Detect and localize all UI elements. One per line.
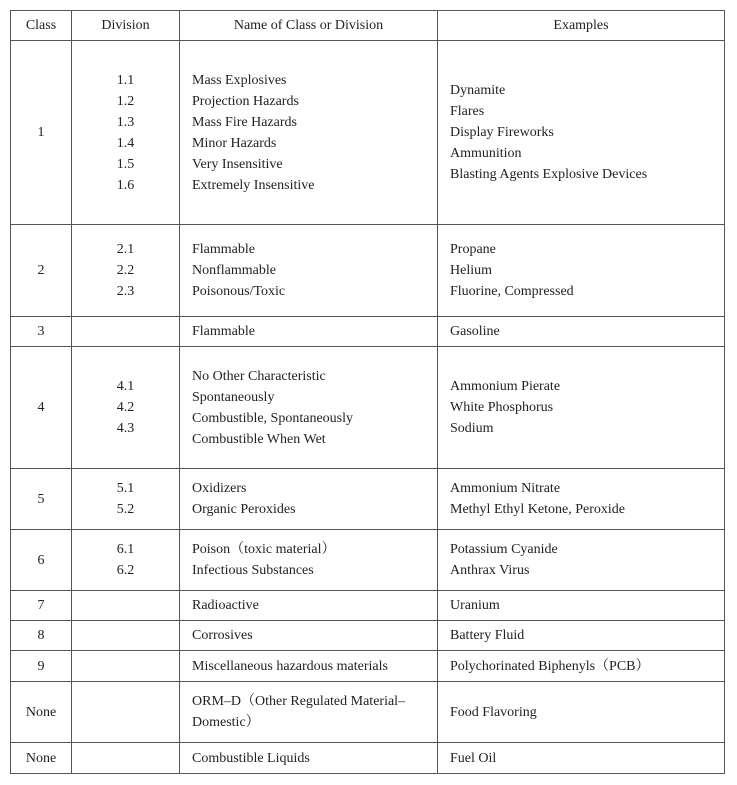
class-cell: 8 xyxy=(11,621,72,651)
division-line: 4.3 xyxy=(116,421,135,436)
class-cell: 9 xyxy=(11,651,72,682)
name-line: Very Insensitive xyxy=(192,156,283,172)
examples-line: Potassium Cyanide xyxy=(450,542,558,557)
division-line: 2.2 xyxy=(116,263,135,278)
name-line: Combustible When Wet xyxy=(192,431,326,447)
name-line: Mass Explosives xyxy=(192,72,287,88)
class-cell: 6 xyxy=(11,530,72,591)
name-cell xyxy=(180,743,438,774)
division-cell xyxy=(72,591,180,621)
examples-line: Dynamite xyxy=(450,83,506,98)
table-row xyxy=(11,682,725,743)
examples-line: Blasting Agents Explosive Devices xyxy=(450,167,648,182)
examples-line: Fluorine, Compressed xyxy=(450,284,574,299)
name-cell xyxy=(180,317,438,347)
examples-line: Propane xyxy=(450,242,496,257)
examples-line: Uranium xyxy=(450,598,500,613)
examples-cell xyxy=(438,621,725,651)
division-cell xyxy=(72,651,180,682)
table-row xyxy=(11,591,725,621)
examples-cell xyxy=(438,651,725,682)
table-row xyxy=(11,225,725,317)
table-row xyxy=(11,621,725,651)
examples-line: Sodium xyxy=(450,421,494,436)
examples-line: Food Flavoring xyxy=(450,704,537,720)
name-line: Radioactive xyxy=(192,598,259,613)
division-line: 2.1 xyxy=(116,242,135,257)
division-line: 1.1 xyxy=(116,72,135,88)
examples-line: Flares xyxy=(450,104,485,119)
name-line: Extremely Insensitive xyxy=(192,177,315,193)
class-cell: 5 xyxy=(11,469,72,530)
name-cell xyxy=(180,621,438,651)
division-line: 5.1 xyxy=(116,481,135,496)
examples-line: Ammonium Nitrate xyxy=(450,481,561,496)
name-cell xyxy=(180,41,438,225)
division-line: 1.3 xyxy=(116,114,135,130)
table-row xyxy=(11,41,725,225)
table-body xyxy=(11,41,725,774)
table-row xyxy=(11,469,725,530)
name-line: Spontaneously xyxy=(192,389,275,405)
examples-cell xyxy=(438,347,725,469)
division-cell xyxy=(72,347,180,469)
examples-line: Methyl Ethyl Ketone, Peroxide xyxy=(450,502,625,517)
division-line: 4.2 xyxy=(116,400,135,415)
division-cell xyxy=(72,317,180,347)
examples-cell xyxy=(438,530,725,591)
examples-cell xyxy=(438,743,725,774)
table-row xyxy=(11,651,725,682)
division-line: 2.3 xyxy=(116,284,135,299)
name-line: Combustible Liquids xyxy=(192,750,310,766)
header-examples: Examples xyxy=(438,11,725,41)
division-cell xyxy=(72,682,180,743)
division-cell xyxy=(72,225,180,317)
division-line: 1.2 xyxy=(116,93,135,109)
division-cell xyxy=(72,743,180,774)
division-line: 1.5 xyxy=(116,156,135,172)
header-class: Class xyxy=(11,11,72,41)
header-row xyxy=(11,11,725,41)
division-cell xyxy=(72,621,180,651)
name-line: Poison（toxic material） xyxy=(192,542,336,557)
name-line: Infectious Substances xyxy=(192,563,314,578)
name-cell xyxy=(180,347,438,469)
name-line: Flammable xyxy=(192,324,255,339)
name-line: Mass Fire Hazards xyxy=(192,114,297,130)
examples-cell xyxy=(438,41,725,225)
name-line: Flammable xyxy=(192,242,255,257)
hazmat-classes-table xyxy=(10,10,725,774)
table-row xyxy=(11,743,725,774)
name-line: Organic Peroxides xyxy=(192,502,296,517)
division-cell xyxy=(72,469,180,530)
table-row xyxy=(11,530,725,591)
name-line: Poisonous/Toxic xyxy=(192,284,286,299)
division-line: 4.1 xyxy=(116,379,135,394)
class-cell: 1 xyxy=(11,41,72,225)
division-line: 6.2 xyxy=(116,563,135,578)
examples-line: Gasoline xyxy=(450,324,500,339)
division-line: 6.1 xyxy=(116,542,135,557)
name-line: Miscellaneous hazardous materials xyxy=(192,658,388,674)
name-line: No Other Characteristic xyxy=(192,368,326,384)
class-cell: None xyxy=(11,682,72,743)
examples-line: Helium xyxy=(450,263,492,278)
name-line: Oxidizers xyxy=(192,481,247,496)
examples-cell xyxy=(438,469,725,530)
table-row xyxy=(11,317,725,347)
name-cell xyxy=(180,651,438,682)
division-line: 1.4 xyxy=(116,135,135,151)
name-line: Projection Hazards xyxy=(192,93,299,109)
name-line: Corrosives xyxy=(192,628,253,643)
class-cell: None xyxy=(11,743,72,774)
examples-line: Ammunition xyxy=(450,146,522,161)
division-cell xyxy=(72,530,180,591)
examples-line: Polychorinated Biphenyls（PCB） xyxy=(450,658,650,674)
division-line: 1.6 xyxy=(116,177,135,193)
examples-line: Display Fireworks xyxy=(450,125,554,140)
name-line: Minor Hazards xyxy=(192,135,277,151)
class-cell: 2 xyxy=(11,225,72,317)
name-line: Domestic） xyxy=(192,715,260,730)
header-division: Division xyxy=(72,11,180,41)
name-cell xyxy=(180,225,438,317)
name-cell xyxy=(180,530,438,591)
name-cell xyxy=(180,469,438,530)
header-name: Name of Class or Division xyxy=(180,11,438,41)
name-cell xyxy=(180,682,438,743)
name-cell xyxy=(180,591,438,621)
examples-line: Ammonium Pierate xyxy=(450,379,561,394)
class-cell: 7 xyxy=(11,591,72,621)
name-line: Nonflammable xyxy=(192,263,276,278)
examples-cell xyxy=(438,591,725,621)
table-row xyxy=(11,347,725,469)
examples-line: White Phosphorus xyxy=(450,400,554,415)
class-cell: 3 xyxy=(11,317,72,347)
division-line: 5.2 xyxy=(116,502,135,517)
examples-cell xyxy=(438,682,725,743)
examples-cell xyxy=(438,317,725,347)
division-cell xyxy=(72,41,180,225)
examples-cell xyxy=(438,225,725,317)
class-cell: 4 xyxy=(11,347,72,469)
examples-line: Fuel Oil xyxy=(450,750,497,766)
examples-line: Anthrax Virus xyxy=(450,563,530,578)
name-line: Combustible, Spontaneously xyxy=(192,410,353,426)
name-line: ORM–D（Other Regulated Material– xyxy=(192,694,406,709)
examples-line: Battery Fluid xyxy=(450,628,525,643)
